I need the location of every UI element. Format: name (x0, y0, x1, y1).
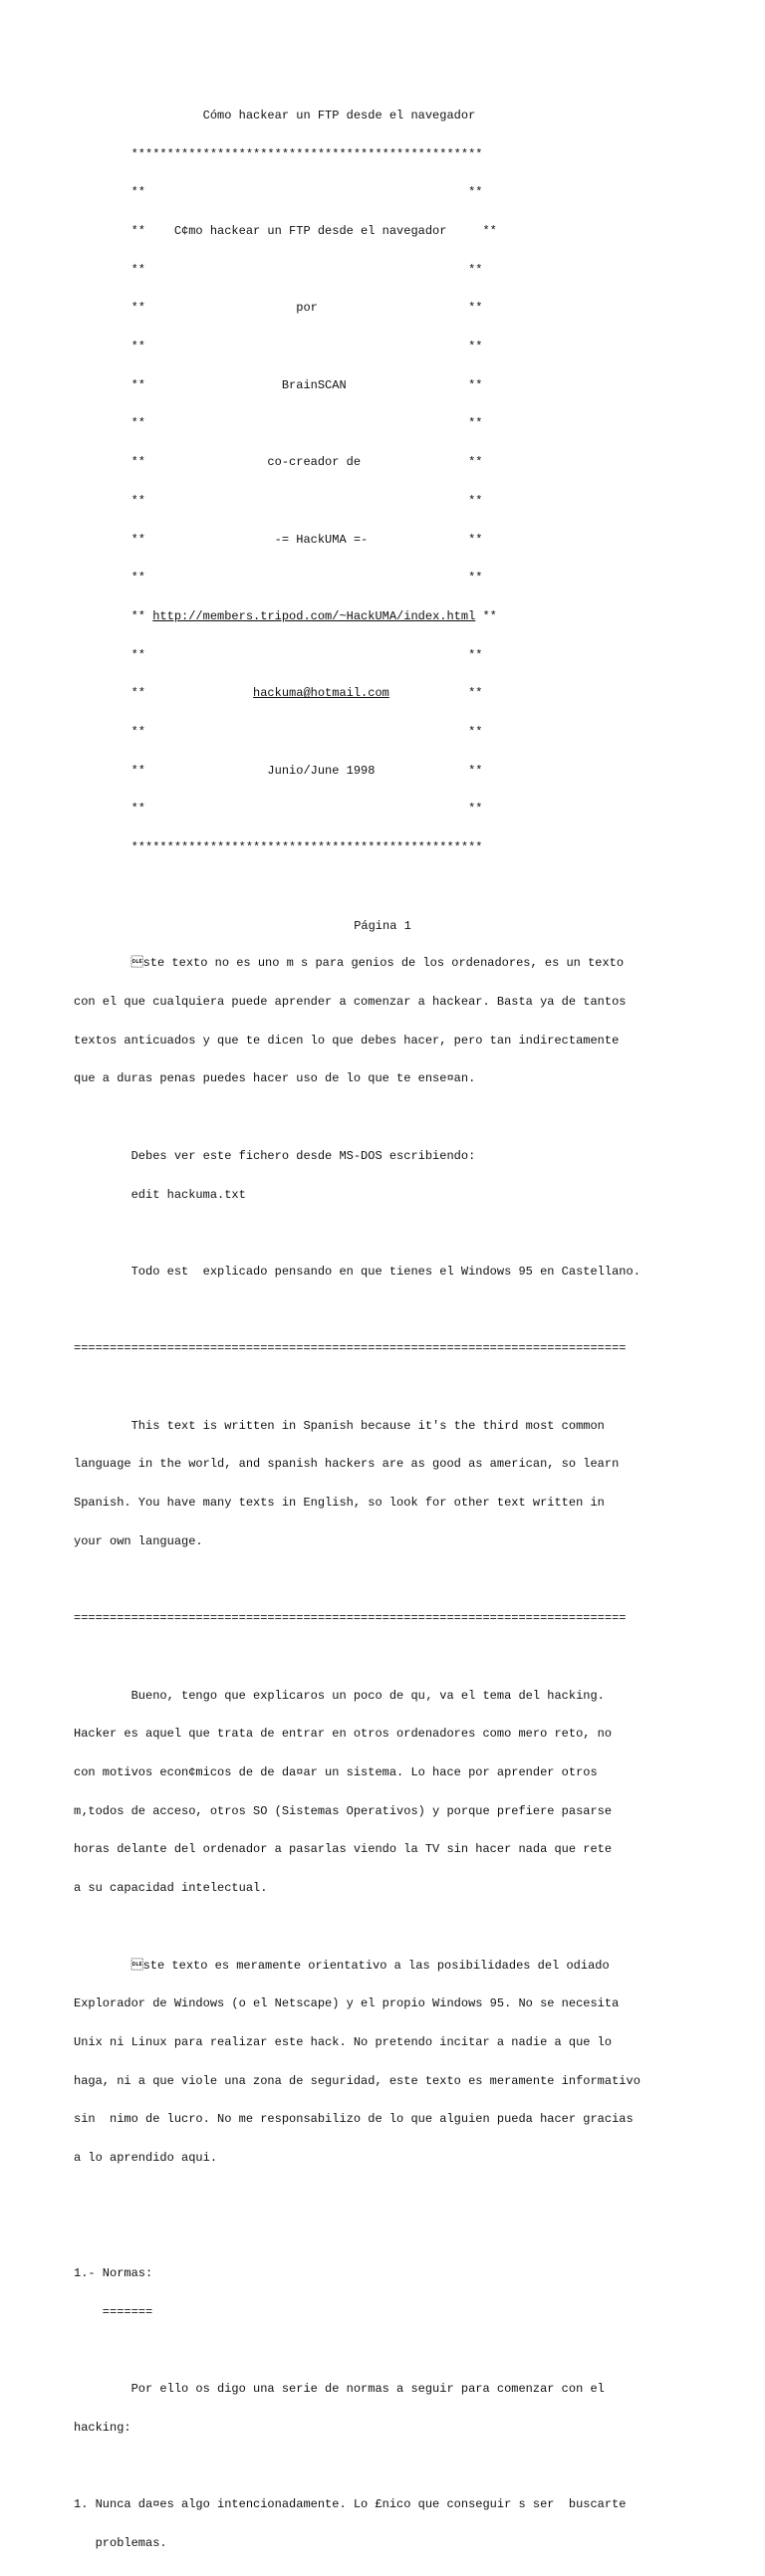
document-text (74, 84, 640, 2576)
explorer-paragraph-line: ste texto es meramente orientativo a las posibilidades del odiado (74, 1958, 610, 1973)
rule-1-line: 1. Nunca da¤es algo intencionadamente. Lo £nico que conseguir s ser buscarte (74, 2497, 627, 2512)
blank-line (74, 2345, 640, 2358)
box-border-bottom: ************************************************* (74, 840, 483, 855)
top-title: Cómo hackear un FTP desde el navegador (74, 108, 476, 122)
intro-line: con el que cualquiera puede aprender a comenzar a hackear. Basta ya de tantos (74, 994, 627, 1009)
box-url-suffix: ** (475, 608, 497, 623)
box-empty-line: ** ** (74, 802, 483, 817)
hacking-paragraph-line: a su capacidad intelectual. (74, 1881, 268, 1896)
page-footer: Página 1 (354, 919, 411, 933)
section-underline: ======= (74, 2304, 153, 2319)
blank-line (74, 1574, 640, 1587)
box-empty-line: ** ** (74, 647, 483, 662)
homepage-link[interactable]: http://members.tripod.com/~HackUMA/index.html (152, 608, 476, 623)
hacking-paragraph-line: Hacker es aquel que trata de entrar en otros ordenadores como mero reto, no (74, 1727, 613, 1742)
box-por: ** por ** (74, 301, 483, 316)
blank-line (74, 1921, 640, 1934)
section-heading: 1.- Normas: (74, 2266, 153, 2281)
blank-line (74, 1304, 640, 1317)
blank-line (74, 880, 640, 893)
msdos-command: edit hackuma.txt (74, 1187, 246, 1202)
box-email-prefix: ** (74, 686, 254, 701)
blank-line (74, 2228, 640, 2241)
box-empty-line: ** ** (74, 262, 483, 277)
box-date: ** Junio/June 1998 ** (74, 763, 483, 778)
blank-line (74, 1227, 640, 1240)
explorer-paragraph-line: haga, ni a que viole una zona de seguridad, este texto es meramente informativo (74, 2073, 640, 2088)
hacking-paragraph-line: m‚todos de acceso, otros SO (Sistemas Operativos) y porque prefiere pasarse (74, 1803, 613, 1818)
english-note-line: your own language. (74, 1533, 203, 1548)
msdos-intro: Debes ver este fichero desde MS-DOS escribiendo: (74, 1148, 476, 1163)
box-url-line (74, 610, 640, 623)
separator: ============================================================================= (74, 1341, 627, 1356)
box-cocreator: ** co-creador de ** (74, 455, 483, 470)
explorer-paragraph-line: Explorador de Windows (o el Netscape) y el propio Windows 95. No se necesita (74, 1996, 620, 2011)
box-empty-line: ** ** (74, 340, 483, 354)
intro-line: ste texto no es uno m s para genios de los ordenadores, es un texto (74, 956, 625, 971)
explorer-paragraph-line: a lo aprendido aqui. (74, 2151, 218, 2166)
intro-line: textos anticuados y que te dicen lo que debes hacer, pero tan indirectamente (74, 1033, 620, 1048)
box-empty-line: ** ** (74, 571, 483, 585)
box-email-suffix: ** (388, 686, 483, 701)
normas-intro-line: hacking: (74, 2421, 131, 2435)
explorer-paragraph-line: sin nimo de lucro. No me responsabilizo de lo que alguien pueda hacer gracias (74, 2112, 634, 2127)
rule-1-line: problemas. (74, 2536, 167, 2551)
blank-line (74, 1381, 640, 1394)
box-border-top: ************************************************* (74, 146, 483, 161)
blank-line (74, 2460, 640, 2473)
blank-line (74, 2191, 640, 2204)
explorer-paragraph-line: Unix ni Linux para realizar este hack. No pretendo incitar a nadie a que lo (74, 2034, 613, 2049)
english-note-line: This text is written in Spanish because it's the third most common (74, 1418, 605, 1433)
box-empty-line: ** ** (74, 416, 483, 431)
hacking-paragraph-line: con motivos econ¢micos de de da¤ar un sistema. Lo hace por aprender otros (74, 1765, 598, 1780)
box-title: ** C¢mo hackear un FTP desde el navegador ** (74, 223, 497, 238)
english-note-line: language in the world, and spanish hackers are as good as american, so learn (74, 1457, 620, 1472)
hacking-paragraph-line: horas delante del ordenador a pasarlas viendo la TV sin hacer nada que rete (74, 1842, 613, 1857)
box-url-prefix: ** (74, 608, 153, 623)
blank-line (74, 1111, 640, 1124)
box-author: ** BrainSCAN ** (74, 377, 483, 392)
box-group: ** -= HackUMA =- ** (74, 532, 483, 547)
box-email-line (74, 687, 640, 700)
box-empty-line: ** ** (74, 185, 483, 200)
normas-intro-line: Por ello os digo una serie de normas a seguir para comenzar con el (74, 2382, 605, 2397)
hacking-paragraph-line: Bueno, tengo que explicaros un poco de qu‚ va el tema del hacking. (74, 1688, 605, 1703)
box-empty-line: ** ** (74, 725, 483, 740)
separator: ============================================================================= (74, 1611, 627, 1626)
intro-line: que a duras penas puedes hacer uso de lo que te ense¤an. (74, 1071, 476, 1086)
windows-note: Todo est explicado pensando en que tienes el Windows 95 en Castellano. (74, 1264, 640, 1279)
email-link[interactable]: hackuma@hotmail.com (253, 686, 389, 701)
box-empty-line: ** ** (74, 493, 483, 508)
blank-line (74, 1651, 640, 1664)
english-note-line: Spanish. You have many texts in English, so look for other text written in (74, 1496, 605, 1511)
